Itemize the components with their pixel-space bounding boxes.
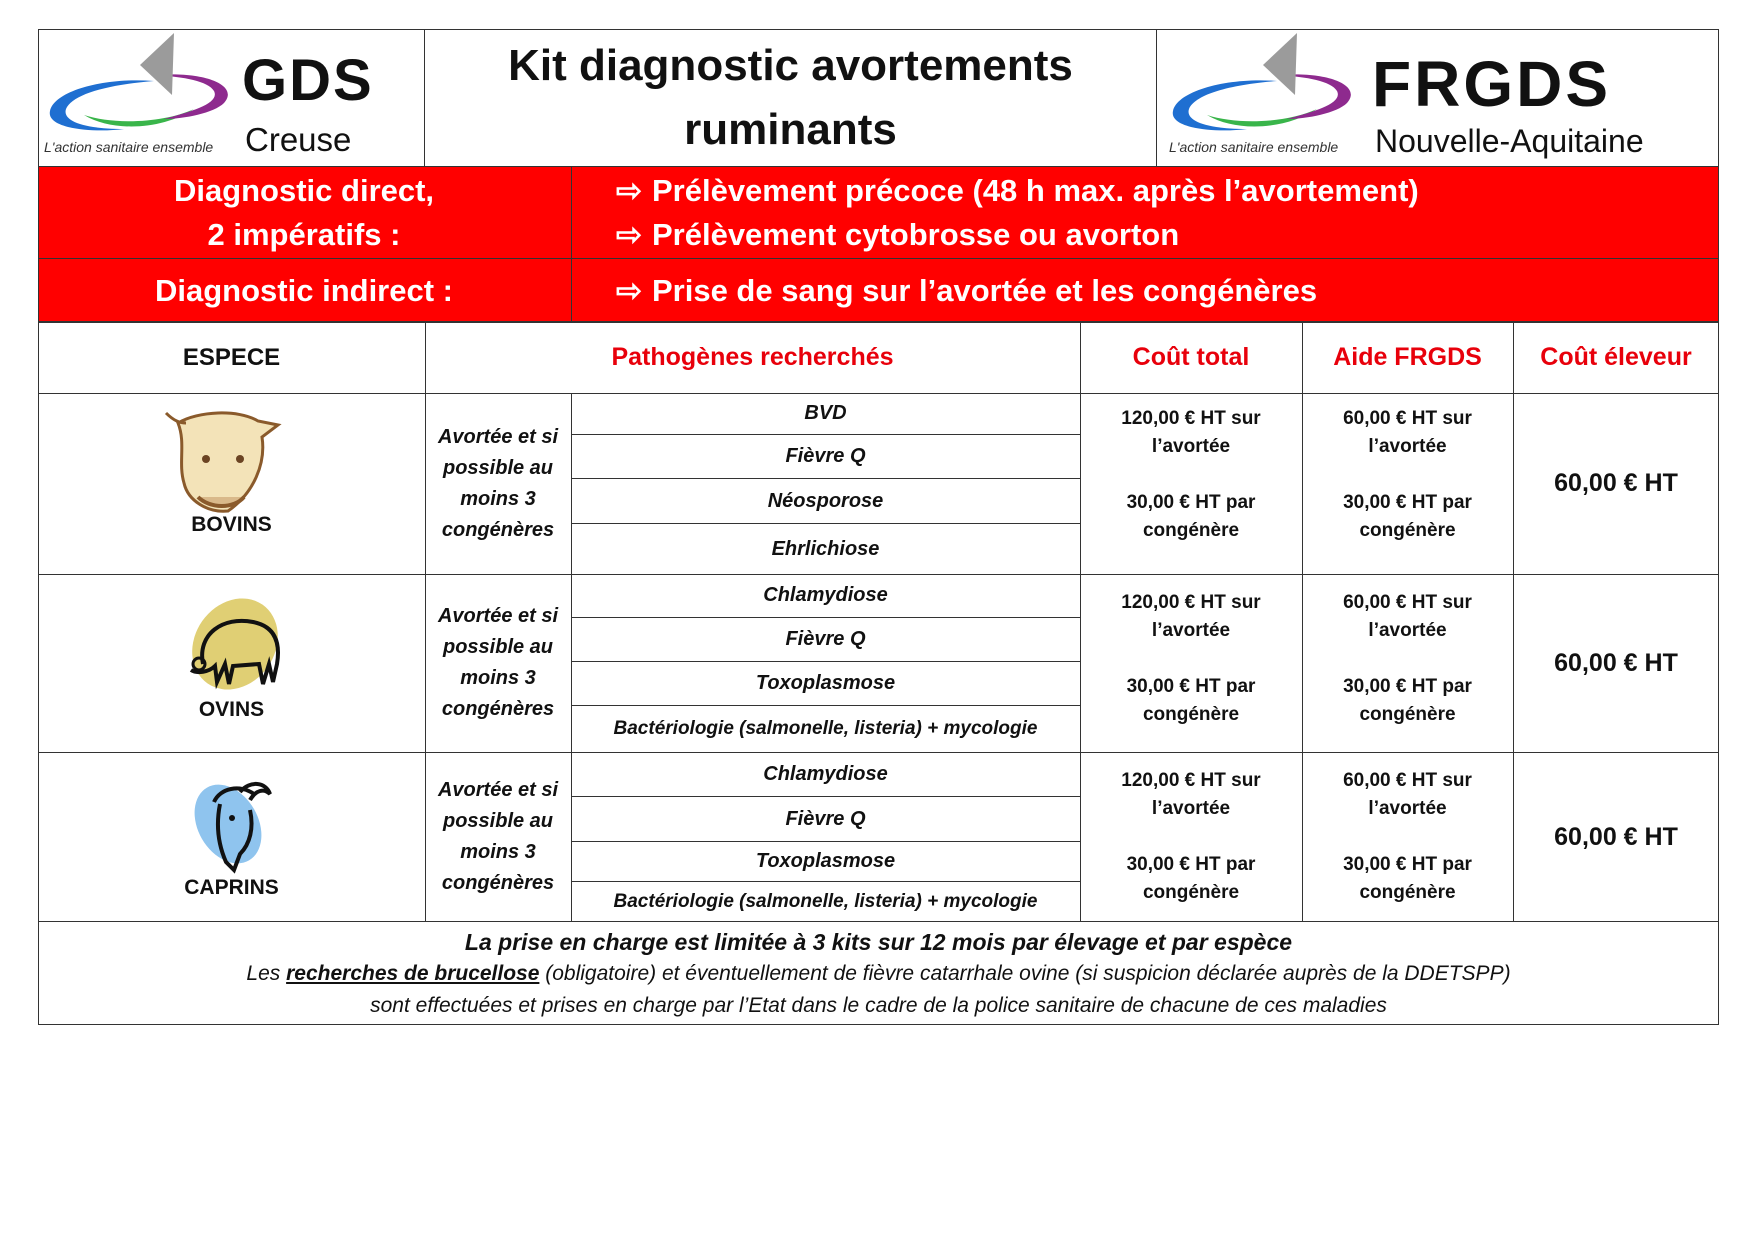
aide-bovins: 60,00 € HT sur l’avortée 30,00 € HT par congénère [1343, 408, 1472, 541]
diagnostics-divider [38, 258, 1719, 259]
diagnostic-indirect-item: ⇨ Prise de sang sur l’avortée et les congénères [616, 273, 1318, 308]
direct-item-1: ⇨ Prélèvement précoce (48 h max. après l’avortement) [616, 169, 1419, 213]
header-cout-total: Coût total [1132, 343, 1250, 371]
diagnostics-col-divider [571, 166, 572, 322]
header-pathogenes: Pathogènes recherchés [611, 343, 894, 371]
frgds-swirl-logo-icon [1167, 33, 1357, 143]
pathogen-list-caprins [571, 752, 1080, 922]
header-aide-frgds: Aide FRGDS [1333, 343, 1482, 371]
pathogen-item: Ehrlichiose [771, 537, 880, 560]
pathogen-item: Fièvre Q [571, 797, 1080, 842]
total-cost-caprins: 120,00 € HT sur l’avortée 30,00 € HT par congénère [1121, 770, 1261, 903]
pathogen-list-bovins [571, 393, 1080, 574]
gds-swirl-logo-icon [44, 33, 234, 143]
frgds-logo [1156, 29, 1719, 167]
species-cell-ovins [38, 574, 425, 752]
gds-logo-name: GDS [242, 48, 374, 113]
pathogen-item: Néosporose [571, 479, 1080, 524]
gds-creuse-logo [38, 29, 425, 167]
pathogen-item: Chlamydiose [571, 574, 1080, 618]
eleveur-cost-bovins: 60,00 € HT [1554, 469, 1678, 497]
frgds-tagline: L'action sanitaire ensemble [1169, 139, 1339, 155]
species-label: OVINS [198, 698, 265, 721]
species-cell-bovins [38, 393, 425, 574]
diagnostic-direct-items [616, 169, 1419, 257]
eleveur-cost-caprins: 60,00 € HT [1554, 822, 1678, 851]
aide-ovins: 60,00 € HT sur l’avortée 30,00 € HT par congénère [1343, 592, 1472, 725]
gds-tagline: L'action sanitaire ensemble [44, 139, 214, 155]
aide-caprins: 60,00 € HT sur l’avortée 30,00 € HT par congénère [1343, 770, 1472, 903]
title-line-1: Kit diagnostic avortements [508, 41, 1073, 90]
pathogen-item: Fièvre Q [571, 618, 1080, 662]
brucellose-link: recherches de brucellose [286, 962, 540, 985]
species-label: BOVINS [191, 513, 272, 536]
pathogen-item: Bactériologie (salmonelle, listeria) + mycologie [613, 718, 1038, 739]
pathogen-item: Chlamydiose [571, 752, 1080, 797]
diagnostic-direct-label: Diagnostic direct, 2 impératifs : [173, 173, 435, 252]
header-espece: ESPECE [182, 343, 281, 371]
footer-line-3: sont effectuées et prises en charge par l’Etat dans le cadre de la police sanitaire de chacune de ces maladies [370, 994, 1387, 1017]
total-cost-ovins: 120,00 € HT sur l’avortée 30,00 € HT par congénère [1121, 592, 1261, 725]
direct-item-2: ⇨ Prélèvement cytobrosse ou avorton [616, 213, 1419, 257]
header-cout-eleveur: Coût éleveur [1540, 343, 1692, 371]
pathogen-item: Fièvre Q [571, 435, 1080, 479]
pathogen-item: Toxoplasmose [571, 662, 1080, 706]
cow-icon [158, 403, 298, 523]
right-arrow-icon: ⇨ [616, 217, 642, 252]
footer-line-2: Les recherches de brucellose (obligatoire) et éventuellement de fièvre catarrhale ovine (si suspicion déclarée auprès de la DDETSPP) [246, 962, 1511, 985]
gds-logo-sub: Creuse [245, 121, 352, 158]
pathogen-item: Toxoplasmose [571, 842, 1080, 882]
pathogen-item: Bactériologie (salmonelle, listeria) + mycologie [613, 891, 1038, 912]
frgds-logo-name: FRGDS [1372, 48, 1611, 120]
pathogen-list-ovins [571, 574, 1080, 752]
species-label: CAPRINS [184, 876, 279, 899]
page-title [425, 29, 1156, 167]
goat-icon [180, 774, 290, 884]
right-arrow-icon: ⇨ [616, 273, 642, 308]
sample-cell-ovins: Avortée et si possible au moins 3 congénères [437, 605, 559, 720]
sample-cell-caprins: Avortée et si possible au moins 3 congénères [437, 779, 559, 894]
frgds-logo-sub: Nouvelle-Aquitaine [1375, 123, 1644, 159]
footer-line-1: La prise en charge est limitée à 3 kits sur 12 mois par élevage et par espèce [464, 929, 1293, 955]
pathogen-item: BVD [571, 393, 1080, 435]
title-line-2: ruminants [684, 105, 897, 154]
eleveur-cost-ovins: 60,00 € HT [1554, 648, 1678, 677]
species-cell-caprins [38, 752, 425, 922]
sample-cell-bovins: Avortée et si possible au moins 3 congénères [437, 425, 559, 541]
footer-note [38, 921, 1719, 1025]
sheep-icon [173, 594, 303, 704]
total-cost-bovins: 120,00 € HT sur l’avortée 30,00 € HT par congénère [1121, 408, 1261, 541]
diagnostic-indirect-label: Diagnostic indirect : [155, 273, 453, 308]
right-arrow-icon: ⇨ [616, 173, 642, 208]
